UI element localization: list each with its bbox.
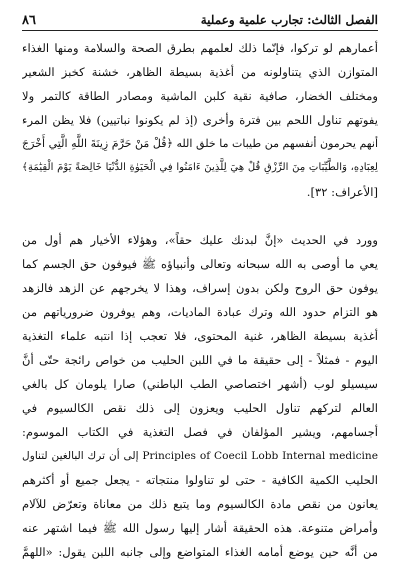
text-line: أنهم يحرمون أنفسهم من طيبات ما خلق الله ﴿قُلْ مَنْ حَرَّمَ زِينَةَ اللَّهِ الَّتِي أَخْرَجَ xyxy=(22,137,378,150)
text-line-book-title: Principles of Coecil Lobb Internal medicine إلى أن ترك البالغين لتناول xyxy=(22,450,378,462)
chapter-title: الفصل الثالث: تجارب علمية وعملية xyxy=(200,13,378,27)
text-line: العالم لتركهم تناول الحليب ويعزون إلى ذلك نقص الكالسيوم في xyxy=(22,401,378,415)
text-line: اليوم - فمثلاً - إلى حقيقة ما في اللبن الحليب من خواص رائجة حتّى أنَّ xyxy=(22,353,378,367)
running-header xyxy=(22,10,378,31)
text-line: وأمراض متنوعة. هذه الحقيقة أشار إليها رسول الله ﷺ فيما اشتهر عنه xyxy=(22,521,378,535)
text-line: يعانون من نقص مادة الكالسيوم وما يتبع ذلك من معاناة وتعرّض للآلام xyxy=(22,497,378,511)
text-line: يعي ما أوصى به الله سبحانه وتعالى وأنبياؤه ﷺ فيوفون حق الجسم كما xyxy=(22,257,378,271)
text-line: ومختلف الخضار، صافية نقية كلبن الماشية ومصادر الطاقة كالتمر ولا xyxy=(22,89,378,103)
text-line: يفوتهم تناول اللحم بين فترة وأخرى (إذ لم يكونوا نباتيين) فلا يظن المرء xyxy=(22,113,378,127)
text-line: سيسيلو لوب (أشهر اختصاصي الطب الباطني) صارا يلومان كل بالغي xyxy=(22,377,378,391)
text-line: يوفون حق الروح ولكن بدون إسراف، وهذا لا يخرجهم عن الزهد فالزهد xyxy=(22,281,378,295)
text-line: هو التزام حدود الله وترك عبادة الماديات، وهم يوفرون ضرورياتهم من xyxy=(22,305,378,319)
text-line: الحليب الكمية الكافية - حتى لو تناولوا منتجاته - يجعل جميع أو أكثرهم xyxy=(22,473,378,487)
quran-citation: [الأعراف: ٣٢]. xyxy=(306,185,378,199)
text-line: أجسامهم، ويشير المؤلفان في فصل التغذية في الكتاب الموسوم: xyxy=(22,425,378,439)
text-line: لِعِبَادِهِ، وَالطَّيِّبَاتِ مِنَ الرِّزْقِ قُلْ هِيَ لِلَّذِينَ ءَامَنُوا فِي الْحَيَوٰةِ الدُّنْيَا خَالِصَةً يَوْمَ الْقِيَٰمَةِ﴾ xyxy=(22,162,378,173)
text-line: أغذية بسيطة الظاهر، غنية المحتوى، فلا تعجب إذا انتبه علماء التغذية xyxy=(22,329,378,343)
paragraph-1 xyxy=(22,36,378,204)
text-line: من أنَّه حين يوضع أمامه الغذاء المتواضع وإلى جانبه اللبن يقول: «اللهمَّ xyxy=(22,545,378,559)
paragraph-2 xyxy=(22,228,378,564)
text-line: وورد في الحديث «إنَّ لبدنك عليك حقاً»، وهؤلاء الأخيار هم أول من xyxy=(22,233,378,247)
page-number: ٨٦ xyxy=(22,12,36,28)
text-line: المتوازن الذي يتناولونه من أغذية بسيطة الظاهر، خشنة كخبز الشعير xyxy=(22,65,378,79)
text-line: أعمارهم لو تركوا، فإنّما ذلك لعلمهم بطرق الصحة والسلامة ومنها الغذاء xyxy=(22,41,378,55)
